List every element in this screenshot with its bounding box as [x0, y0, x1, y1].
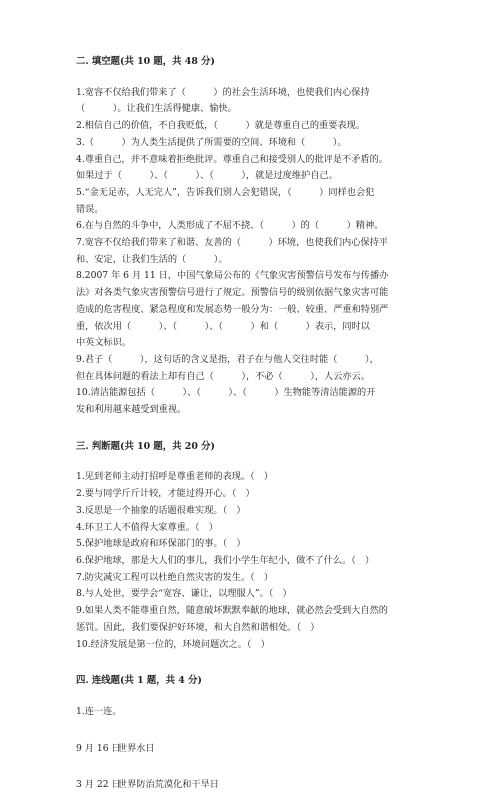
judge-line: 惩罚。因此，我们要保护好环境，和大自然和谐相处。（ ）: [76, 621, 320, 633]
fill-line: 3.（ ）为人类生活提供了所需要的空间、环境和（ ）。: [76, 136, 347, 148]
fill-line: 造成的危害程度、紧急程度和发展态势一般分为：一般、较重、严重和特别严: [76, 303, 389, 315]
match-date: 3 月 22 日: [76, 779, 121, 791]
match-prompt: 1.连一连。: [76, 705, 122, 717]
match-item[interactable]: [76, 777, 436, 794]
fill-line: 2.相信自己的价值，不自我贬低，（ ）就是尊重自己的重要表现。: [76, 120, 365, 132]
fill-line: 7.宽容不仅给我们带来了和谐、友善的（ ）环境，也使我们内心保持平: [76, 237, 388, 249]
fill-line: 8.2007 年 6 月 11 日，中国气象局公布的《气象灾害预警信号发布与传播办: [76, 270, 389, 282]
judge-line: 2.要与同学斤斤计较，才能过得开心。（ ）: [76, 488, 255, 500]
fill-line: 错误。: [76, 203, 104, 215]
fill-section-body: [76, 85, 436, 419]
judge-line: 4.环卫工人不值得大家尊重。（ ）: [76, 521, 218, 533]
judge-line: 10.经济发展是第一位的，环境问题次之。（ ）: [76, 638, 270, 650]
fill-line: 但在具体问题的看法上却有自己（ ），不必（ ），人云亦云。: [76, 370, 370, 382]
fill-line: 重，依次用（ ）、（ ）、（ ）和（ ）表示，同时以: [76, 320, 370, 332]
fill-line: 发和利用越来越受到重视。: [76, 404, 187, 416]
judge-line: 1.见到老师主动打招呼是尊重老师的表现。（ ）: [76, 471, 274, 483]
fill-line: 6.在与自然的斗争中，人类形成了不屈不挠、（ ）的（ ）精神。: [76, 220, 384, 232]
fill-line: 和、安定，让我们生活的（ ）。: [76, 253, 228, 265]
fill-section-title: 二. 填空题(共 10 题，共 48 分): [76, 56, 215, 67]
judge-line: 9.如果人类不能尊重自然，随意破坏默默奉献的地球，就必然会受到大自然的: [76, 605, 388, 617]
judge-line: 8.与人处世，要学会“宽容、谦让，以理服人”。（ ）: [76, 588, 292, 600]
fill-line: 如果过于（ ）、（ ）、（ ），就是过度维护自己。: [76, 170, 338, 182]
fill-line: 1.宽容不仅给我们带来了（ ）的社会生活环境，也使我们内心保持: [76, 86, 370, 98]
worksheet-page: [76, 54, 436, 794]
fill-line: 5.“金无足赤，人无完人”，告诉我们别人会犯错误，（ ）同样也会犯: [76, 186, 375, 198]
match-date: 9 月 16 日: [76, 742, 121, 754]
fill-line: 中英文标识。: [76, 337, 132, 349]
judge-line: 3.反思是一个抽象的话题很难实现。（ ）: [76, 504, 246, 516]
fill-line: 10.清洁能源包括（ ）、（ ）、（ ）生物能等清洁能源的开: [76, 387, 376, 399]
match-event: 世界水日: [117, 742, 155, 754]
judge-section-body: [76, 469, 436, 653]
match-item[interactable]: [76, 741, 436, 758]
judge-line: 6.保护地球，那是大人们的事儿，我们小学生年纪小，做不了什么。（ ）: [76, 554, 375, 566]
judge-line: 5.保护地球是政府和环保部门的事。（ ）: [76, 538, 246, 550]
fill-line: 9.君子（ ），这句话的含义是指，君子在与他人交往时能（ ），: [76, 353, 379, 365]
fill-line: 4.尊重自己，并不意味着拒绝批评。尊重自己和接受别人的批评是不矛盾的。: [76, 153, 388, 165]
match-section-title: 四. 连线题(共 1 题，共 4 分): [76, 675, 202, 687]
match-event: 世界防治荒漠化和干旱日: [117, 779, 219, 791]
judge-section-title: 三. 判断题(共 10 题，共 20 分): [76, 440, 215, 452]
fill-line: 法》对各类气象灾害预警信号进行了规定。预警信号的级别依据气象灾害可能: [76, 287, 389, 299]
fill-line: （ ）。让我们生活得健康、愉快。: [76, 103, 237, 115]
judge-line: 7.防灾减灾工程可以杜绝自然灾害的发生。（ ）: [76, 571, 274, 583]
